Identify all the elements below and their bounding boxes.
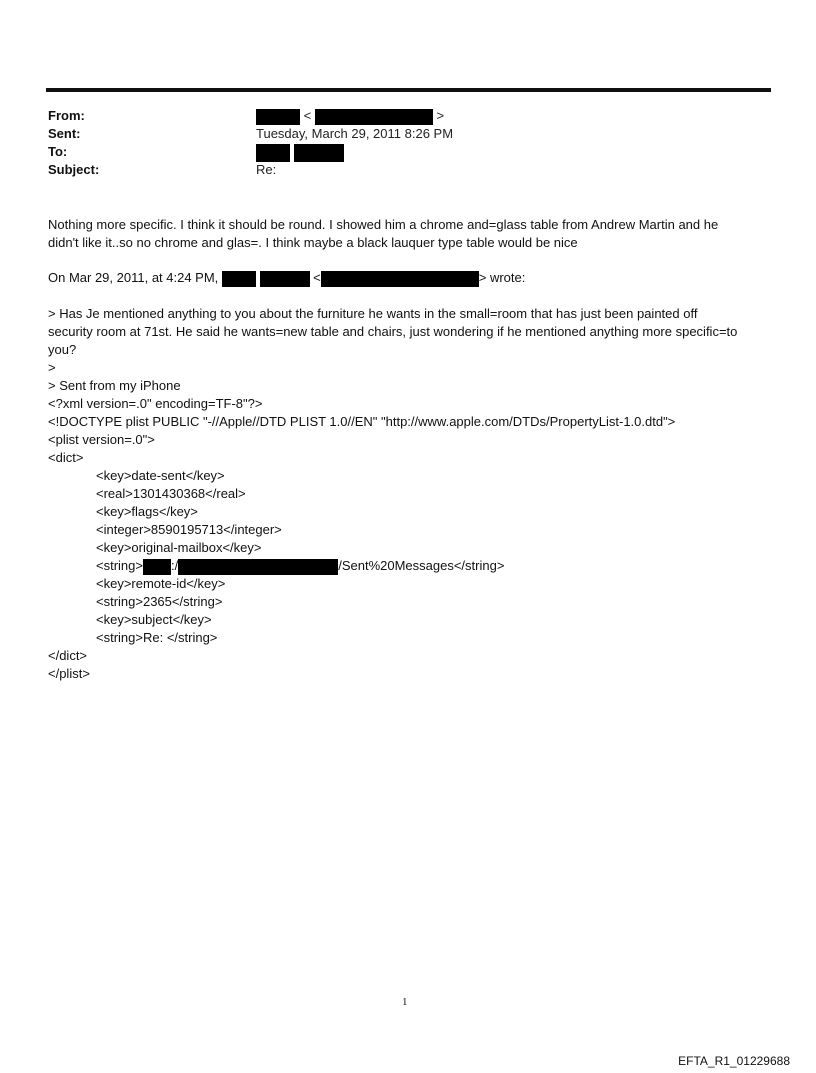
xml-line: <string>Re: </string> <box>96 630 218 645</box>
xml-line: <key>remote-id</key> <box>96 576 226 591</box>
body-paragraph-line: Nothing more specific. I think it should be round. I showed him a chrome and=glass table from Andrew Martin and he <box>48 217 719 232</box>
to-label: To: <box>48 144 68 159</box>
redaction-block <box>143 559 171 575</box>
quoted-line: > Sent from my iPhone <box>48 378 181 393</box>
quote-suffix: > wrote: <box>478 270 526 285</box>
xml-line: <!DOCTYPE plist PUBLIC "-//Apple//DTD PLIST 1.0//EN" "http://www.apple.com/DTDs/PropertyList-1.0.dtd"> <box>48 414 676 429</box>
from-gt: > <box>436 108 445 123</box>
quote-attribution <box>48 269 525 287</box>
xml-line <box>48 557 504 575</box>
redaction-block <box>321 271 479 287</box>
xml-string-open: <string> <box>96 558 143 573</box>
xml-line: <key>date-sent</key> <box>96 468 225 483</box>
to-value <box>256 143 344 162</box>
page-number: 1 <box>402 996 408 1008</box>
redaction-block <box>315 109 433 125</box>
xml-path-sep: :/ <box>170 558 179 573</box>
xml-line: </plist> <box>48 666 90 681</box>
redaction-block <box>256 109 300 125</box>
document-id: EFTA_R1_01229688 <box>678 1054 790 1068</box>
from-lt: < <box>303 108 312 123</box>
quote-prefix: On Mar 29, 2011, at 4:24 PM, <box>48 270 219 285</box>
from-value <box>256 107 444 125</box>
redaction-block <box>256 144 290 162</box>
xml-line: </dict> <box>48 648 88 663</box>
xml-line: <?xml version=.0" encoding=TF-8"?> <box>48 396 263 411</box>
header-rule <box>46 88 771 92</box>
xml-line: <plist version=.0"> <box>48 432 155 447</box>
quoted-line: you? <box>48 342 77 357</box>
quoted-line: security room at 71st. He said he wants=new table and chairs, just wondering if he mentioned anything more specific=to <box>48 324 738 339</box>
redaction-block <box>222 271 256 287</box>
quoted-line: > <box>48 360 56 375</box>
sent-value: Tuesday, March 29, 2011 8:26 PM <box>256 126 454 141</box>
redaction-block <box>260 271 310 287</box>
xml-line: <key>flags</key> <box>96 504 198 519</box>
xml-string-tail: /Sent%20Messages</string> <box>338 558 505 573</box>
subject-value: Re: <box>256 162 277 177</box>
xml-line: <key>subject</key> <box>96 612 212 627</box>
sent-label: Sent: <box>48 126 81 141</box>
xml-line: <key>original-mailbox</key> <box>96 540 262 555</box>
redaction-block <box>178 559 338 575</box>
quote-lt: < <box>313 270 321 285</box>
redaction-block <box>294 144 344 162</box>
quoted-line: > Has Je mentioned anything to you about the furniture he wants in the small=room that has just been painted off <box>48 306 698 321</box>
from-label: From: <box>48 108 85 123</box>
body-paragraph-line: didn't like it..so no chrome and glas=. I think maybe a black lauquer type table would be nice <box>48 235 578 250</box>
xml-line: <dict> <box>48 450 84 465</box>
xml-line: <real>1301430368</real> <box>96 486 246 501</box>
subject-label: Subject: <box>48 162 100 177</box>
xml-line: <integer>8590195713</integer> <box>96 522 282 537</box>
xml-line: <string>2365</string> <box>96 594 223 609</box>
